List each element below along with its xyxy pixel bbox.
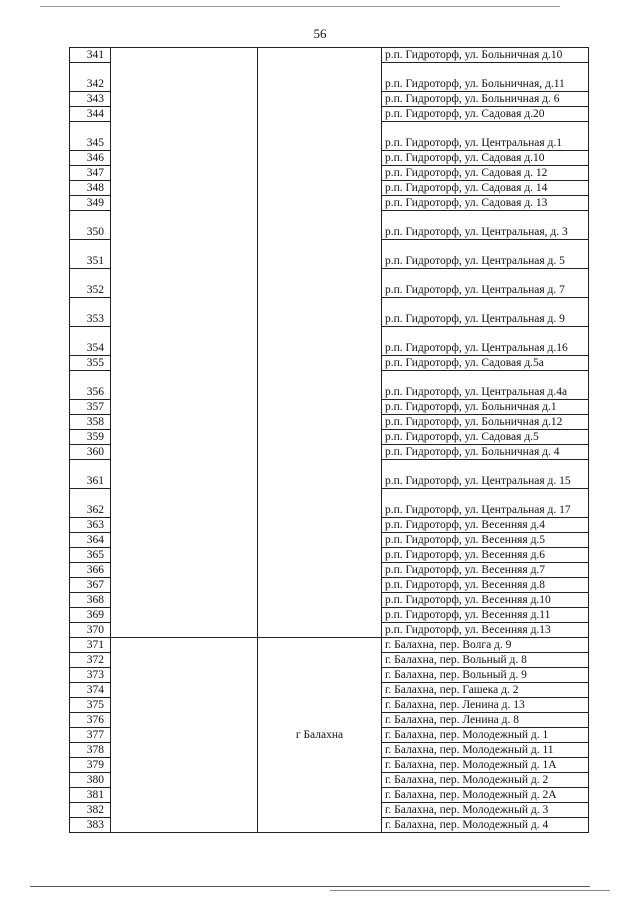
row-number: 354 bbox=[70, 327, 111, 356]
address-cell: р.п. Гидроторф, ул. Больничная, д.11 bbox=[382, 63, 589, 92]
scan-edge-line-top bbox=[40, 6, 560, 7]
row-number: 356 bbox=[70, 371, 111, 400]
address-cell: г. Балахна, пер. Гашека д. 2 bbox=[382, 683, 589, 698]
row-number: 343 bbox=[70, 92, 111, 107]
row-number: 379 bbox=[70, 758, 111, 773]
address-cell: г. Балахна, пер. Молодежный д. 1А bbox=[382, 758, 589, 773]
organization-cell bbox=[111, 638, 258, 833]
row-number: 347 bbox=[70, 166, 111, 181]
row-number: 350 bbox=[70, 211, 111, 240]
address-cell: г. Балахна, пер. Ленина д. 13 bbox=[382, 698, 589, 713]
page-number: 56 bbox=[313, 26, 327, 41]
row-number: 363 bbox=[70, 518, 111, 533]
row-number: 382 bbox=[70, 803, 111, 818]
address-cell: р.п. Гидроторф, ул. Центральная, д. 3 bbox=[382, 211, 589, 240]
address-cell: р.п. Гидроторф, ул. Центральная д.16 bbox=[382, 327, 589, 356]
row-number: 378 bbox=[70, 743, 111, 758]
row-number: 357 bbox=[70, 400, 111, 415]
address-cell: р.п. Гидроторф, ул. Садовая д. 14 bbox=[382, 181, 589, 196]
address-cell: р.п. Гидроторф, ул. Садовая д.10 bbox=[382, 151, 589, 166]
address-cell: г. Балахна, пер. Молодежный д. 2А bbox=[382, 788, 589, 803]
address-cell: р.п. Гидроторф, ул. Садовая д.20 bbox=[382, 107, 589, 122]
row-number: 341 bbox=[70, 48, 111, 63]
address-cell: р.п. Гидроторф, ул. Больничная д.12 bbox=[382, 415, 589, 430]
row-number: 344 bbox=[70, 107, 111, 122]
address-cell: г. Балахна, пер. Молодежный д. 2 bbox=[382, 773, 589, 788]
row-number: 352 bbox=[70, 269, 111, 298]
row-number: 348 bbox=[70, 181, 111, 196]
organization-cell bbox=[111, 48, 258, 638]
address-cell: г. Балахна, пер. Волга д. 9 bbox=[382, 638, 589, 653]
address-cell: р.п. Гидроторф, ул. Центральная д. 7 bbox=[382, 269, 589, 298]
row-number: 381 bbox=[70, 788, 111, 803]
address-cell: р.п. Гидроторф, ул. Центральная д. 5 bbox=[382, 240, 589, 269]
table-row bbox=[70, 638, 589, 653]
row-number: 360 bbox=[70, 445, 111, 460]
row-number: 366 bbox=[70, 563, 111, 578]
address-cell: г. Балахна, пер. Молодежный д. 1 bbox=[382, 728, 589, 743]
row-number: 367 bbox=[70, 578, 111, 593]
row-number: 375 bbox=[70, 698, 111, 713]
row-number: 342 bbox=[70, 63, 111, 92]
row-number: 361 bbox=[70, 460, 111, 489]
row-number: 372 bbox=[70, 653, 111, 668]
row-number: 346 bbox=[70, 151, 111, 166]
address-cell: г. Балахна, пер. Вольный д. 9 bbox=[382, 668, 589, 683]
scan-edge-line-bottom-2 bbox=[330, 890, 610, 891]
row-number: 365 bbox=[70, 548, 111, 563]
address-cell: р.п. Гидроторф, ул. Весенняя д.7 bbox=[382, 563, 589, 578]
address-table bbox=[69, 47, 589, 833]
row-number: 380 bbox=[70, 773, 111, 788]
scan-edge-line-bottom bbox=[30, 886, 590, 887]
row-number: 376 bbox=[70, 713, 111, 728]
address-cell: р.п. Гидроторф, ул. Садовая д. 13 bbox=[382, 196, 589, 211]
row-number: 359 bbox=[70, 430, 111, 445]
address-cell: р.п. Гидроторф, ул. Центральная д.4а bbox=[382, 371, 589, 400]
address-cell: р.п. Гидроторф, ул. Весенняя д.5 bbox=[382, 533, 589, 548]
row-number: 371 bbox=[70, 638, 111, 653]
address-cell: р.п. Гидроторф, ул. Весенняя д.4 bbox=[382, 518, 589, 533]
table-row bbox=[70, 48, 589, 63]
address-cell: р.п. Гидроторф, ул. Садовая д. 12 bbox=[382, 166, 589, 181]
row-number: 351 bbox=[70, 240, 111, 269]
address-cell: р.п. Гидроторф, ул. Садовая д.5 bbox=[382, 430, 589, 445]
row-number: 368 bbox=[70, 593, 111, 608]
row-number: 369 bbox=[70, 608, 111, 623]
address-cell: р.п. Гидроторф, ул. Больничная д.10 bbox=[382, 48, 589, 63]
row-number: 383 bbox=[70, 818, 111, 833]
address-cell: г. Балахна, пер. Вольный д. 8 bbox=[382, 653, 589, 668]
address-cell: р.п. Гидроторф, ул. Больничная д. 4 bbox=[382, 445, 589, 460]
address-cell: р.п. Гидроторф, ул. Весенняя д.6 bbox=[382, 548, 589, 563]
row-number: 345 bbox=[70, 122, 111, 151]
address-cell: г. Балахна, пер. Молодежный д. 11 bbox=[382, 743, 589, 758]
address-cell: р.п. Гидроторф, ул. Центральная д. 15 bbox=[382, 460, 589, 489]
address-cell: р.п. Гидроторф, ул. Центральная д.1 bbox=[382, 122, 589, 151]
address-cell: р.п. Гидроторф, ул. Садовая д.5а bbox=[382, 356, 589, 371]
row-number: 349 bbox=[70, 196, 111, 211]
address-cell: р.п. Гидроторф, ул. Весенняя д.11 bbox=[382, 608, 589, 623]
row-number: 358 bbox=[70, 415, 111, 430]
row-number: 355 bbox=[70, 356, 111, 371]
row-number: 353 bbox=[70, 298, 111, 327]
row-number: 370 bbox=[70, 623, 111, 638]
address-cell: г. Балахна, пер. Молодежный д. 3 bbox=[382, 803, 589, 818]
address-cell: р.п. Гидроторф, ул. Весенняя д.8 bbox=[382, 578, 589, 593]
row-number: 373 bbox=[70, 668, 111, 683]
row-number: 362 bbox=[70, 489, 111, 518]
address-cell: р.п. Гидроторф, ул. Центральная д. 17 bbox=[382, 489, 589, 518]
address-cell: р.п. Гидроторф, ул. Весенняя д.10 bbox=[382, 593, 589, 608]
address-cell: г. Балахна, пер. Ленина д. 8 bbox=[382, 713, 589, 728]
row-number: 377 bbox=[70, 728, 111, 743]
row-number: 364 bbox=[70, 533, 111, 548]
address-cell: г. Балахна, пер. Молодежный д. 4 bbox=[382, 818, 589, 833]
settlement-cell: г Балахна bbox=[258, 638, 382, 833]
address-cell: р.п. Гидроторф, ул. Больничная д.1 bbox=[382, 400, 589, 415]
address-cell: р.п. Гидроторф, ул. Весенняя д.13 bbox=[382, 623, 589, 638]
settlement-cell bbox=[258, 48, 382, 638]
address-cell: р.п. Гидроторф, ул. Центральная д. 9 bbox=[382, 298, 589, 327]
address-cell: р.п. Гидроторф, ул. Больничная д. 6 bbox=[382, 92, 589, 107]
address-table-body bbox=[70, 48, 589, 833]
row-number: 374 bbox=[70, 683, 111, 698]
